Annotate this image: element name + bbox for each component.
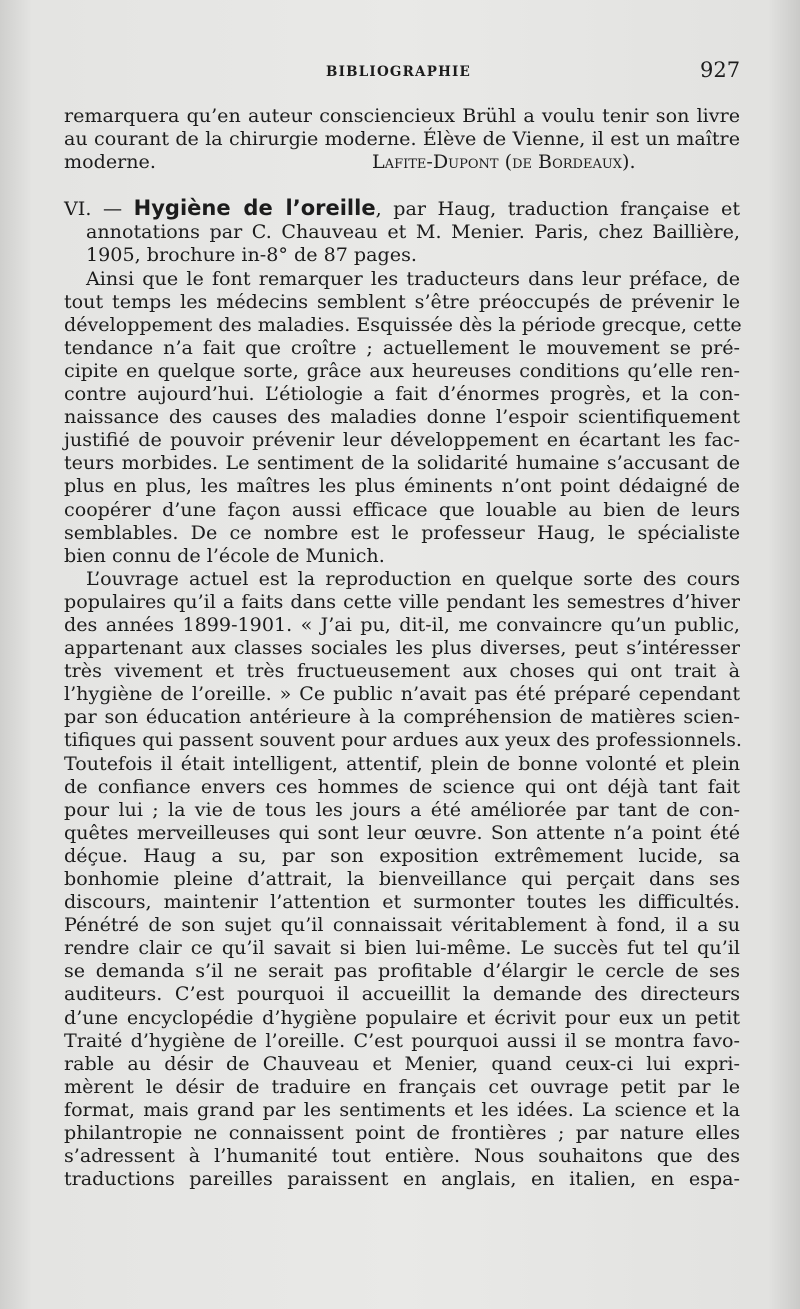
review-citation <box>64 197 740 266</box>
text-line: Ainsi que le font remarquer les traducteurs dans leur préface, de <box>86 266 740 290</box>
text-line: tifiques qui passent souvent pour ardues aux yeux des professionnels. <box>64 728 742 752</box>
text-line: d’une encyclopédie d’hygiène populaire et écrivit pour eux un petit <box>64 1005 740 1029</box>
paragraph-2 <box>64 567 740 1191</box>
text-line: pour lui ; la vie de tous les jours a été améliorée par tant de con- <box>64 797 740 821</box>
running-head: BIBLIOGRAPHIE <box>326 64 472 80</box>
reviewer-signature: Lafite-Dupont (de Bordeaux). <box>372 150 636 174</box>
text-fragment: moderne. <box>64 150 156 174</box>
text-line: discours, maintenir l’attention et surmonter toutes les difficultés. <box>64 890 740 914</box>
book-title: Hygiène de l’oreille <box>133 196 376 221</box>
text-line: bonhomie pleine d’attrait, la bienveillance qui perçait dans ses <box>64 867 740 890</box>
text-line: auditeurs. C’est pourquoi il accueillit la demande des directeurs <box>64 982 740 1006</box>
text-line: s’adressent à l’humanité tout entière. Nous souhaitons que des <box>64 1144 740 1168</box>
citation-text: , par Haug, traduction française et <box>375 197 741 221</box>
text-line: philantropie ne connaissent point de frontières ; par nature elles <box>64 1121 740 1145</box>
page-header <box>0 58 800 90</box>
text-line: contre aujourd’hui. L’étiologie a fait d’énormes progrès, et la con- <box>64 382 740 406</box>
citation-line: 1905, brochure in-8° de 87 pages. <box>86 243 417 267</box>
text-line: se demanda s’il ne serait pas profitable d’élargir le cercle de ses <box>64 959 740 983</box>
previous-review-ending <box>64 104 740 173</box>
text-line: remarquera qu’en auteur consciencieux Brühl a voulu tenir son livre <box>64 104 740 127</box>
text-line: traductions pareilles paraissent en anglais, en italien, en espa- <box>64 1167 740 1191</box>
text-line: des années 1899-1901. « J’ai pu, dit-il, me convaincre qu’un public, <box>64 612 740 636</box>
text-line: format, mais grand par les sentiments et les idées. La science et la <box>64 1097 740 1121</box>
text-line: naissance des causes des maladies donne l’espoir scientifiquement <box>64 405 740 429</box>
text-line: L’ouvrage actuel est la reproduction en quelque sorte des cours <box>86 566 740 590</box>
section-number: VI. — <box>64 197 134 221</box>
text-line: développement des maladies. Esquissée dès la période grecque, cette <box>64 312 742 336</box>
text-line: populaires qu’il a faits dans cette ville pendant les semestres d’hiver <box>64 589 740 613</box>
page-number: 927 <box>700 58 741 82</box>
text-line: au courant de la chirurgie moderne. Élève de Vienne, il est un maître <box>64 127 740 151</box>
text-line: tendance n’a fait que croître ; actuellement le mouvement se pré- <box>64 335 740 359</box>
text-line: coopérer d’une façon aussi efficace que louable au bien de leurs <box>64 497 740 521</box>
text-line: quêtes merveilleuses qui sont leur œuvre. Son attente n’a point été <box>64 820 740 844</box>
citation-line: annotations par C. Chauveau et M. Menier. Paris, chez Baillière, <box>86 220 740 244</box>
text-line: de confiance envers ces hommes de science qui ont déjà tant fait <box>64 774 740 798</box>
text-line: déçue. Haug a su, par son exposition extrêmement lucide, sa <box>64 843 740 867</box>
text-line: Toutefois il était intelligent, attentif, plein de bonne volonté et plein <box>64 751 740 775</box>
text-line: appartenant aux classes sociales les plus diverses, peut s’intéresser <box>64 636 740 660</box>
text-line: cipite en quelque sorte, grâce aux heureuses conditions qu’elle ren- <box>64 358 740 382</box>
text-line-with-signature <box>64 150 740 173</box>
text-line: rendre clair ce qu’il savait si bien lui-même. Le succès fut tel qu’il <box>64 936 740 960</box>
paragraph-1 <box>64 267 740 567</box>
text-line: teurs morbides. Le sentiment de la solidarité humaine s’accusant de <box>64 451 740 475</box>
text-line: Traité d’hygiène de l’oreille. C’est pourquoi aussi il se montra favo- <box>64 1028 740 1052</box>
page-body <box>64 104 740 1190</box>
citation-line <box>64 197 740 220</box>
text-line: mèrent le désir de traduire en français cet ouvrage petit par le <box>64 1074 740 1098</box>
text-line: semblables. De ce nombre est le professeur Haug, le spécialiste <box>64 520 740 544</box>
text-line: justifié de pouvoir prévenir leur développement en écartant les fac- <box>64 428 740 452</box>
text-line: bien connu de l’école de Munich. <box>64 543 385 567</box>
text-line: Pénétré de son sujet qu’il connaissait véritablement à fond, il a su <box>64 913 740 937</box>
text-line: très vivement et très fructueusement aux choses qui ont trait à <box>64 659 740 683</box>
text-line: rable au désir de Chauveau et Menier, quand ceux-ci lui expri- <box>64 1051 740 1075</box>
text-line: par son éducation antérieure à la compréhension de matières scien- <box>64 705 740 729</box>
text-line: l’hygiène de l’oreille. » Ce public n’avait pas été préparé cependant <box>64 682 740 706</box>
text-line: tout temps les médecins semblent s’être préoccupés de prévenir le <box>64 289 740 313</box>
text-line: plus en plus, les maîtres les plus éminents n’ont point dédaigné de <box>64 474 740 498</box>
